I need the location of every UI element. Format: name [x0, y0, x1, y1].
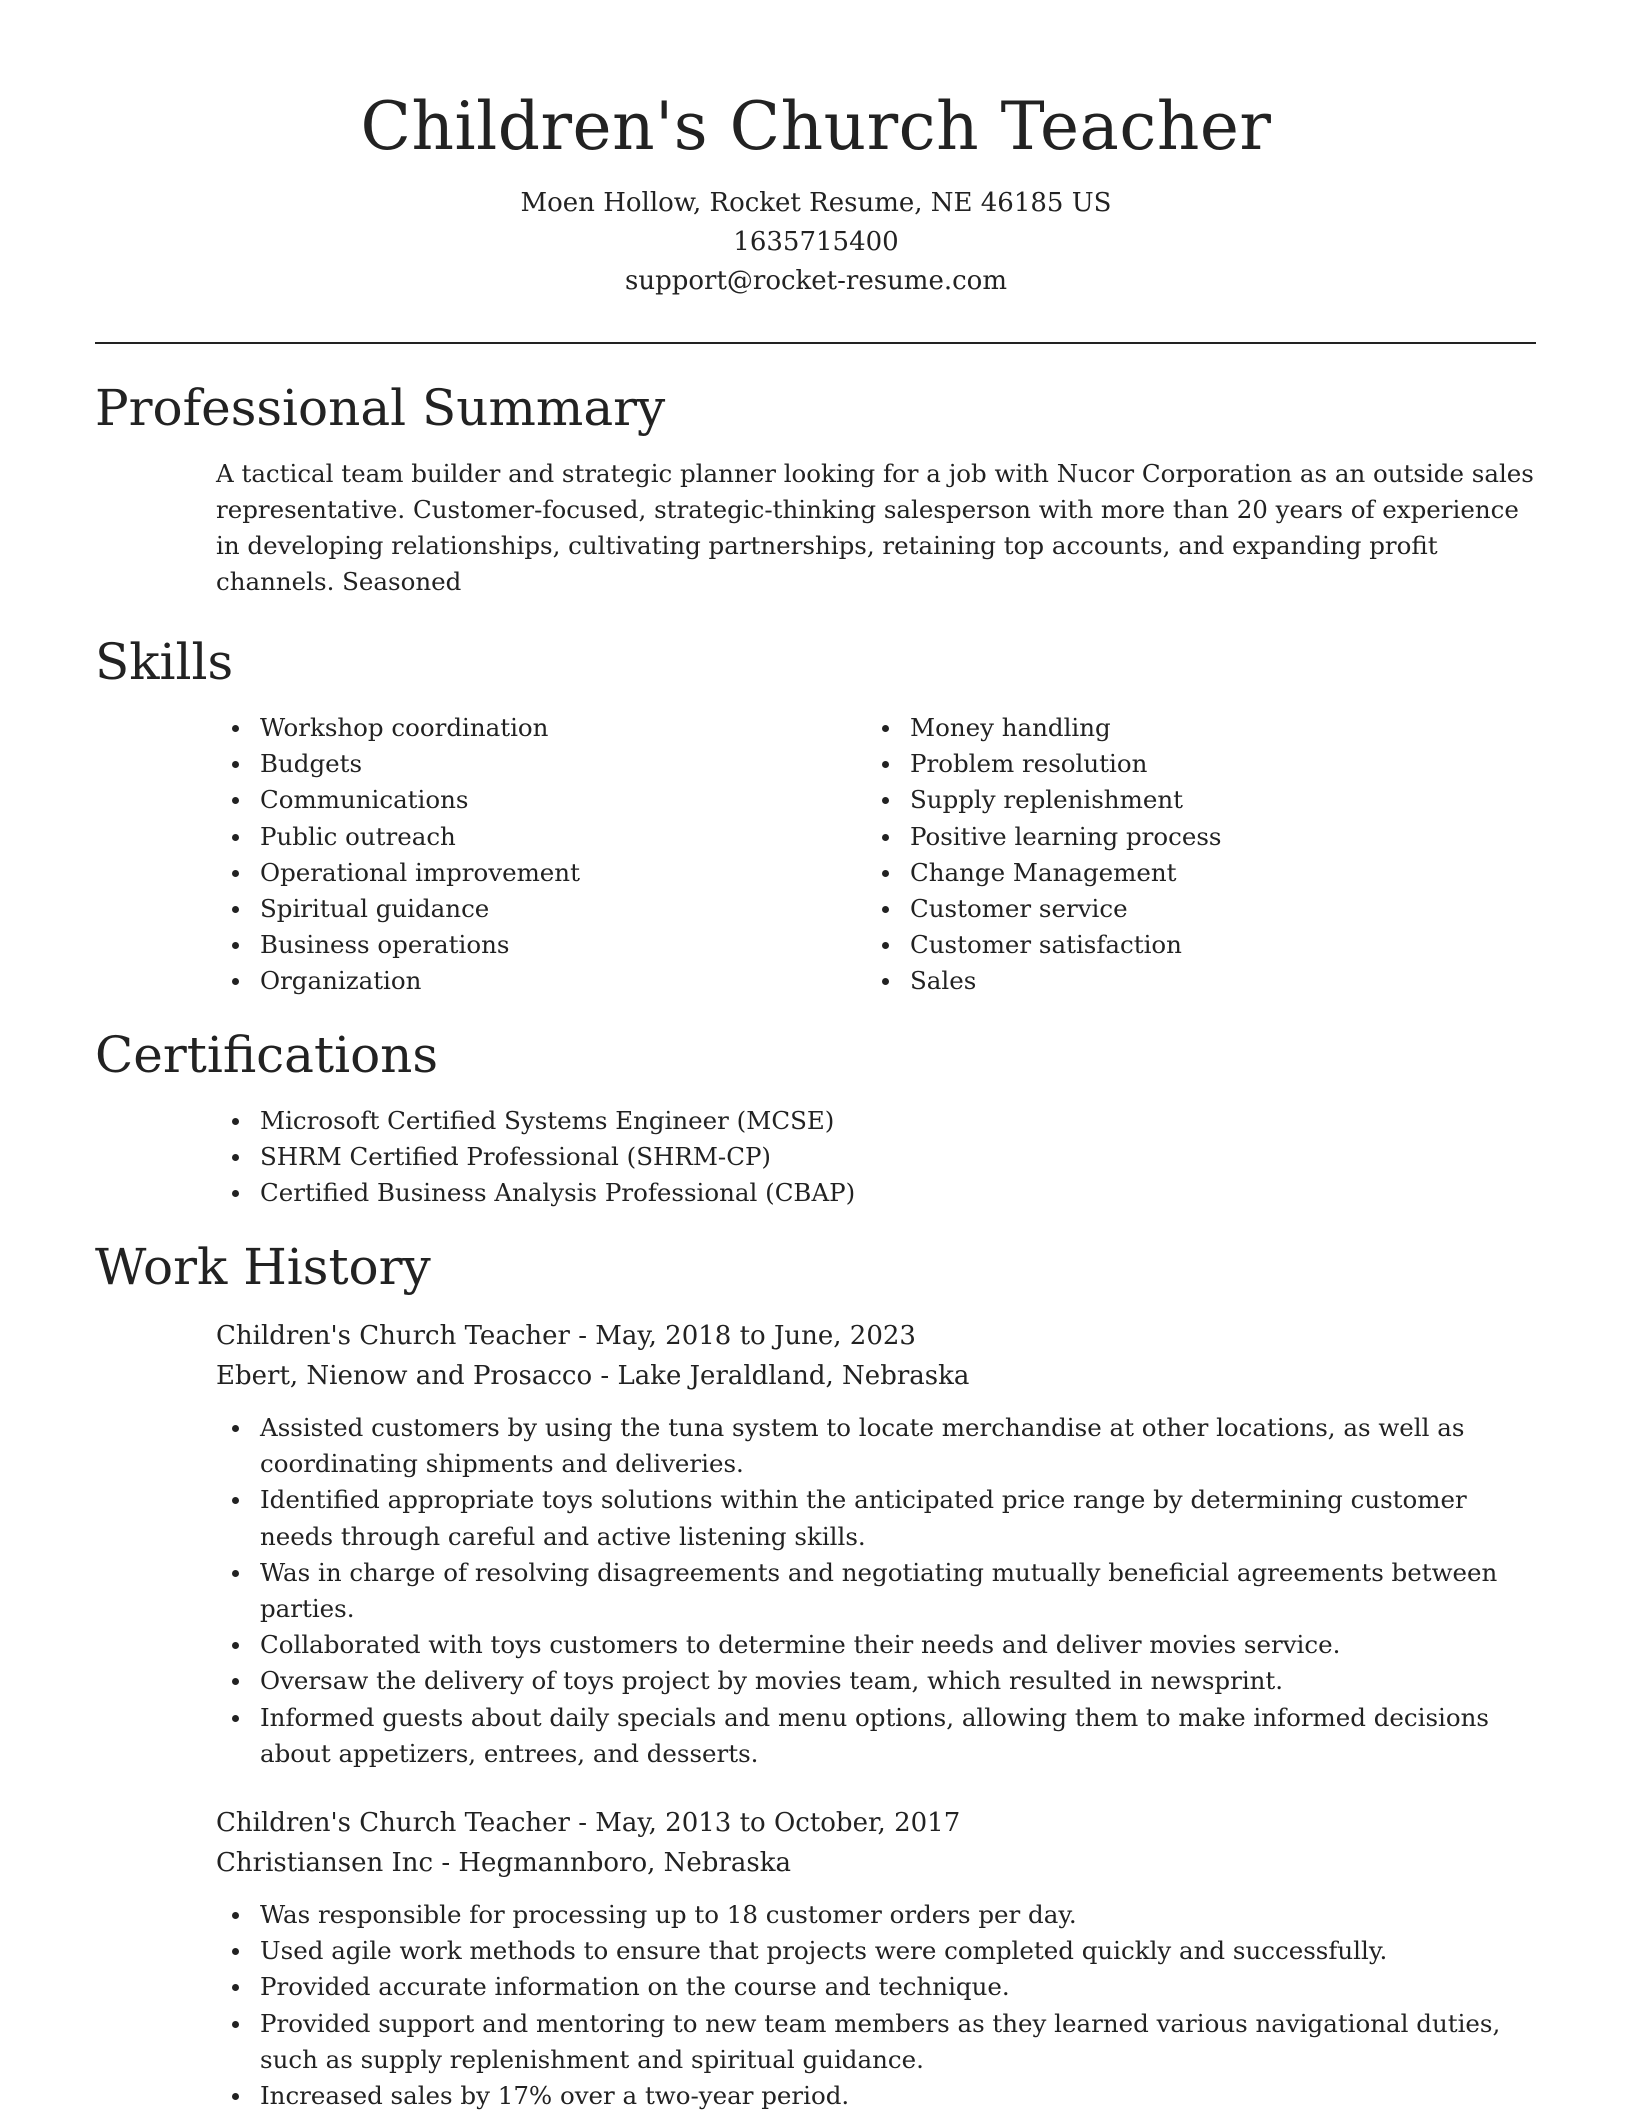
- skills-list-right: [866, 710, 1516, 1000]
- skill-item: Customer service: [866, 891, 1516, 927]
- job-bullet: Was responsible for processing up to 18 customer orders per day.: [216, 1897, 1536, 1933]
- job-title: Children's Church Teacher: [216, 1808, 570, 1838]
- work-history-section: [95, 1237, 1536, 1297]
- header-divider: [95, 342, 1536, 344]
- summary-heading: Professional Summary: [95, 379, 666, 437]
- job-bullet: Used agile work methods to ensure that projects were completed quickly and successfully.: [216, 1933, 1536, 1969]
- job-company-line: [216, 1843, 1536, 1883]
- certification-item: SHRM Certified Professional (SHRM-CP): [216, 1139, 1536, 1175]
- job-bullets: [216, 1410, 1536, 1772]
- job-bullets: [216, 1897, 1536, 2114]
- job-bullet: Provided support and mentoring to new team members as they learned various navigational duties, such as supply replenishment and spiritual guidance.: [216, 2006, 1536, 2078]
- skills-list-left: [216, 710, 866, 1000]
- skill-item: Problem resolution: [866, 746, 1516, 782]
- skill-item: Positive learning process: [866, 819, 1516, 855]
- skill-item: Operational improvement: [216, 855, 866, 891]
- job-dates: - May, 2018 to June, 2023: [569, 1321, 916, 1351]
- skill-item: Sales: [866, 963, 1516, 999]
- job-details: [216, 1316, 1536, 1772]
- skills-heading: Skills: [95, 633, 234, 691]
- job-title: Children's Church Teacher: [216, 1321, 570, 1351]
- skill-item: Workshop coordination: [216, 710, 866, 746]
- skill-item: Public outreach: [216, 819, 866, 855]
- resume-header: [0, 0, 1632, 301]
- certifications-list: [216, 1103, 1536, 1212]
- work-history-heading: Work History: [95, 1238, 431, 1296]
- skill-item: Supply replenishment: [866, 782, 1516, 818]
- job-company: Christiansen Inc: [216, 1848, 434, 1878]
- certifications-section: [95, 1025, 1536, 1212]
- job-company-line: [216, 1356, 1536, 1396]
- summary-text: A tactical team builder and strategic planner looking for a job with Nucor Corporation as an outside sales representative. Customer-focused, strategic-thinking salesperson with more than 20 years of experience in developing relationships, cultivating partnerships, retaining top accounts, and expanding profit channels. Seasoned: [216, 459, 1534, 596]
- job-bullet: Oversaw the delivery of toys project by movies team, which resulted in newsprint.: [216, 1663, 1536, 1699]
- job-company: Ebert, Nienow and Prosacco: [216, 1361, 593, 1391]
- skills-section: [95, 632, 1536, 1000]
- skill-item: Money handling: [866, 710, 1516, 746]
- job-details: [216, 1803, 1536, 2114]
- job-bullet: Assisted customers by using the tuna system to locate merchandise at other locations, as well as coordinating shipments and deliveries.: [216, 1410, 1536, 1482]
- job-title-line: [216, 1803, 1536, 1843]
- job-entry: [95, 1316, 1536, 1772]
- skill-item: Customer satisfaction: [866, 927, 1516, 963]
- skill-item: Organization: [216, 963, 866, 999]
- certification-item: Microsoft Certified Systems Engineer (MCSE): [216, 1103, 1536, 1139]
- certifications-heading: Certifications: [95, 1026, 439, 1084]
- job-location: - Lake Jeraldland, Nebraska: [592, 1361, 970, 1391]
- skill-item: Communications: [216, 782, 866, 818]
- contact-email: support@rocket-resume.com: [624, 266, 1007, 296]
- skills-grid: [216, 710, 1536, 1000]
- job-location: - Hegmannboro, Nebraska: [433, 1848, 791, 1878]
- summary-section: [95, 378, 1536, 600]
- job-dates: - May, 2013 to October, 2017: [569, 1808, 961, 1838]
- contact-phone: 1635715400: [733, 227, 899, 257]
- contact-block: [0, 184, 1632, 301]
- job-entry: [95, 1803, 1536, 2114]
- job-bullet: Collaborated with toys customers to determine their needs and deliver movies service.: [216, 1627, 1536, 1663]
- job-bullet: Informed guests about daily specials and menu options, allowing them to make informed decisions about appetizers, entrees, and desserts.: [216, 1700, 1536, 1772]
- contact-address: Moen Hollow, Rocket Resume, NE 46185 US: [520, 188, 1112, 218]
- skill-item: Spiritual guidance: [216, 891, 866, 927]
- skill-item: Budgets: [216, 746, 866, 782]
- skill-item: Change Management: [866, 855, 1516, 891]
- certification-item: Certified Business Analysis Professional (CBAP): [216, 1175, 1536, 1211]
- job-bullet: Identified appropriate toys solutions within the anticipated price range by determining customer needs through careful and active listening skills.: [216, 1482, 1536, 1554]
- job-bullet: Was in charge of resolving disagreements and negotiating mutually beneficial agreements between parties.: [216, 1555, 1536, 1627]
- job-bullet: Increased sales by 17% over a two-year period.: [216, 2078, 1536, 2114]
- candidate-name: Children's Church Teacher: [360, 88, 1272, 165]
- skill-item: Business operations: [216, 927, 866, 963]
- job-title-line: [216, 1316, 1536, 1356]
- job-bullet: Provided accurate information on the course and technique.: [216, 1969, 1536, 2005]
